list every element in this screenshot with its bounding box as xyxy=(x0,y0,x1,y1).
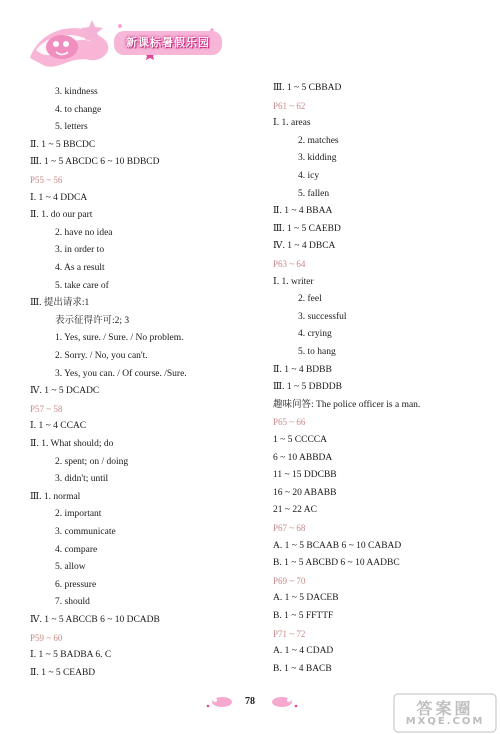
answer-line: 6. pressure xyxy=(55,579,97,590)
answer-line: Ⅲ. 1 ~ 5 DBDDB xyxy=(273,382,342,393)
answer-line: 3. kidding xyxy=(298,153,337,164)
answer-line: B. 1 ~ 5 ABCBD 6 ~ 10 AADBC xyxy=(273,558,400,569)
answer-line: 3. in order to xyxy=(55,245,105,256)
answer-line: 5. allow xyxy=(55,562,86,573)
answer-line: Ⅳ. 1 ~ 4 DBCA xyxy=(273,241,336,252)
answer-line: A. 1 ~ 4 CDAD xyxy=(273,646,334,657)
answer-line: 5. letters xyxy=(55,122,88,133)
answer-line: 1 ~ 5 CCCCA xyxy=(273,435,327,445)
answer-line: 11 ~ 15 DDCBB xyxy=(273,470,337,481)
answer-line: 5. fallen xyxy=(298,188,330,199)
answer-line: 2. Sorry. / No, you can't. xyxy=(55,351,148,361)
answer-line: Ⅳ. 1 ~ 5 DCADC xyxy=(30,386,100,397)
answer-line: 表示征得许可:2; 3 xyxy=(55,315,130,326)
answer-line: 6 ~ 10 ABBDA xyxy=(273,452,333,463)
answer-line: Ⅱ. 1 ~ 4 BDBB xyxy=(273,364,332,375)
header-logo-text: 新课标暑假乐园 xyxy=(126,36,210,49)
answer-line: Ⅱ. 1. What should; do xyxy=(30,439,114,449)
answer-line: Ⅳ. 1 ~ 5 ABCCB 6 ~ 10 DCADB xyxy=(30,615,160,625)
answer-line: 3. didn't; until xyxy=(55,474,109,485)
section-page-label: P65 ~ 66 xyxy=(273,417,306,428)
section-page-label: P67 ~ 68 xyxy=(273,523,306,533)
answer-line: 5. to hang xyxy=(298,347,336,357)
answer-line: 4. As a result xyxy=(55,263,105,273)
answer-line: Ⅲ. 提出请求:1 xyxy=(30,298,90,309)
answer-line: 3. Yes, you can. / Of course. /Sure. xyxy=(55,368,187,379)
answer-line: B. 1 ~ 5 FFTTF xyxy=(273,611,334,621)
answer-line: 4. icy xyxy=(298,171,320,181)
site-watermark xyxy=(392,690,498,734)
watermark-en-text: MXQE.COM xyxy=(405,716,485,727)
answer-line: 5. take care of xyxy=(55,280,109,291)
answer-line: Ⅲ. 1 ~ 5 CAEBD xyxy=(273,223,341,234)
answer-line: Ⅲ. 1 ~ 5 ABCDC 6 ~ 10 BDBCD xyxy=(30,157,160,168)
section-page-label: P59 ~ 60 xyxy=(30,632,63,643)
answer-line: 2. feel xyxy=(298,294,322,305)
answer-line: Ⅱ. 1 ~ 5 BBCDC xyxy=(30,139,96,150)
answer-line: Ⅱ. 1. do our part xyxy=(30,210,93,221)
answer-line: Ⅰ. 1. writer xyxy=(273,276,314,287)
section-page-label: P57 ~ 58 xyxy=(30,403,63,414)
answer-line: 16 ~ 20 ABABB xyxy=(273,487,337,498)
answer-line: 4. crying xyxy=(298,329,332,340)
answer-line: Ⅲ. 1 ~ 5 CBBAD xyxy=(273,83,342,93)
answer-line: 7. should xyxy=(55,597,90,608)
page-header xyxy=(0,0,500,80)
answer-line: 2. spent; on / doing xyxy=(55,456,129,467)
answer-line: 4. compare xyxy=(55,544,98,555)
answer-line: Ⅰ. 1. areas xyxy=(273,118,311,129)
header-decoration-icon xyxy=(0,0,500,80)
answer-line: 3. successful xyxy=(298,311,347,322)
answer-line: Ⅲ. 1. normal xyxy=(30,491,81,502)
answer-line: Ⅰ. 1 ~ 4 CCAC xyxy=(30,421,87,432)
section-page-label: P71 ~ 72 xyxy=(273,628,306,639)
section-page-label: P69 ~ 70 xyxy=(273,575,306,586)
answer-line: Ⅰ. 1 ~ 5 BADBA 6. C xyxy=(30,650,112,661)
answer-line: Ⅰ. 1 ~ 4 DDCA xyxy=(30,192,88,203)
section-page-label: P63 ~ 64 xyxy=(273,259,306,269)
section-page-label: P55 ~ 56 xyxy=(30,175,63,185)
page-number: 78 xyxy=(245,696,255,707)
answer-line: 4. to change xyxy=(55,104,102,115)
answer-line: 趣味问答: The police officer is a man. xyxy=(273,399,421,410)
watermark-cn-text: 答案圈 xyxy=(416,699,474,718)
section-page-label: P61 ~ 62 xyxy=(273,100,306,111)
answer-line: Ⅱ. 1 ~ 4 BBAA xyxy=(273,206,333,217)
answer-line: 21 ~ 22 AC xyxy=(273,505,317,516)
answer-line: B. 1 ~ 4 BACB xyxy=(273,663,332,674)
answer-line: 2. have no idea xyxy=(55,227,113,238)
answer-line: A. 1 ~ 5 DACEB xyxy=(273,593,339,604)
answer-line: 2. matches xyxy=(298,135,339,146)
answer-line: 2. important xyxy=(55,509,102,520)
answer-line: 1. Yes, sure. / Sure. / No problem. xyxy=(55,333,184,344)
answer-line: Ⅱ. 1 ~ 5 CEABD xyxy=(30,667,96,678)
answer-line: 3. communicate xyxy=(55,527,116,537)
answer-line: 3. kindness xyxy=(55,87,98,97)
answer-line: A. 1 ~ 5 BCAAB 6 ~ 10 CABAD xyxy=(273,540,402,551)
